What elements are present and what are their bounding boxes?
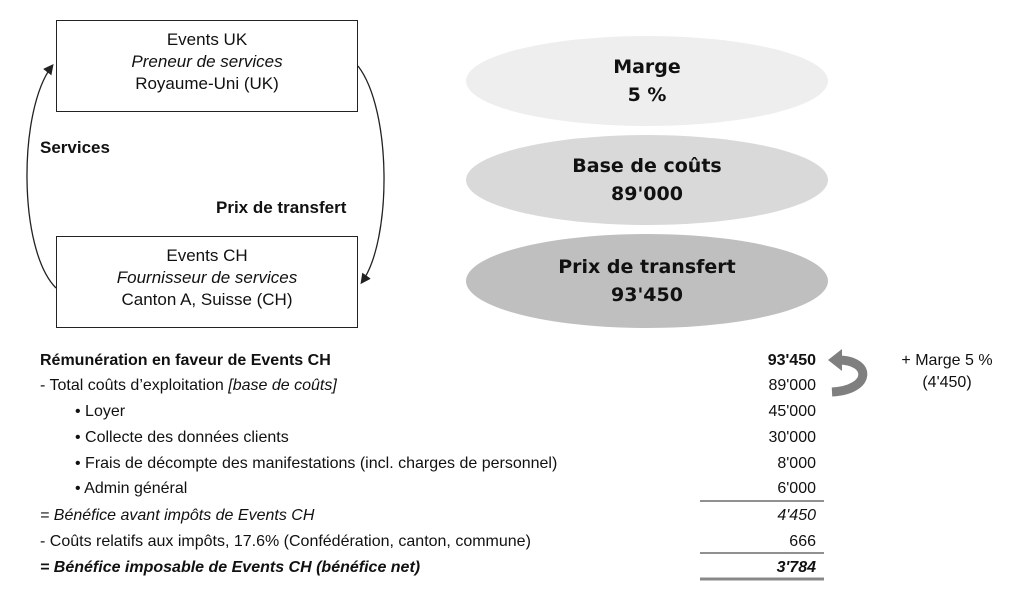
ellipse-transfer-price-value: 93'450	[611, 284, 683, 306]
row-value: 3'784	[776, 559, 816, 576]
row-value: 4'450	[777, 507, 816, 524]
row-label: • Admin général	[75, 480, 188, 497]
ellipse-margin-label: Marge	[613, 56, 681, 78]
ellipse-margin-value: 5 %	[627, 84, 667, 106]
row-label: Rémunération en faveur de Events CH	[40, 352, 331, 369]
table-row-event-fees	[40, 451, 816, 476]
row-label: - Total coûts d’exploitation	[40, 377, 229, 394]
ellipse-transfer-price-label: Prix de transfert	[558, 256, 736, 278]
table-row-data-collection	[40, 425, 816, 450]
events-uk-box	[56, 20, 358, 112]
markup-arrow	[832, 360, 863, 392]
row-value: 30'000	[768, 429, 816, 446]
table-row-remuneration	[40, 348, 816, 373]
ch-role: Fournisseur de services	[116, 268, 298, 287]
row-label: = Bénéfice avant impôts de Events CH	[40, 507, 315, 524]
uk-name: Events UK	[166, 30, 248, 49]
table-row-tax-costs	[40, 529, 816, 554]
transfer-price-arrow	[358, 66, 384, 282]
row-value: 666	[789, 533, 816, 550]
row-label: • Collecte des données clients	[75, 429, 289, 446]
ellipse-transfer-price	[466, 234, 828, 328]
row-label: - Coûts relatifs aux impôts, 17.6% (Confédération, canton, commune)	[40, 533, 531, 550]
table-row-profit-before-tax	[40, 503, 816, 528]
ch-name: Events CH	[166, 246, 248, 265]
ellipse-cost-base	[466, 135, 828, 225]
row-label: = Bénéfice imposable de Events CH (bénéfice net)	[40, 559, 421, 576]
transfer-price-label: Prix de transfert	[216, 198, 347, 217]
row-value: 8'000	[777, 455, 816, 472]
table-row-total-costs	[40, 373, 816, 398]
row-label: • Loyer	[75, 403, 126, 420]
markup-note-line2: (4'450)	[922, 374, 972, 391]
row-value: 93'450	[767, 352, 816, 369]
table-row-admin	[40, 476, 816, 501]
services-label: Services	[40, 138, 110, 157]
table-row-rent	[40, 399, 816, 424]
ellipse-cost-base-value: 89'000	[611, 183, 683, 205]
services-arrow	[27, 66, 56, 288]
ellipse-margin	[466, 36, 828, 126]
row-value: 89'000	[768, 377, 816, 394]
events-ch-box	[56, 236, 358, 328]
uk-location: Royaume-Uni (UK)	[135, 74, 279, 93]
row-label: • Frais de décompte des manifestations (incl. charges de personnel)	[75, 455, 558, 472]
uk-role: Preneur de services	[131, 52, 283, 71]
markup-note	[882, 350, 1012, 394]
row-value: 45'000	[768, 403, 816, 420]
ch-location: Canton A, Suisse (CH)	[121, 290, 293, 309]
table-row-taxable-profit	[40, 555, 816, 580]
row-value: 6'000	[777, 480, 816, 497]
markup-note-line1: + Marge 5 %	[901, 352, 993, 369]
ellipse-cost-base-label: Base de coûts	[572, 155, 722, 177]
row-label-em: [base de coûts]	[228, 377, 337, 394]
